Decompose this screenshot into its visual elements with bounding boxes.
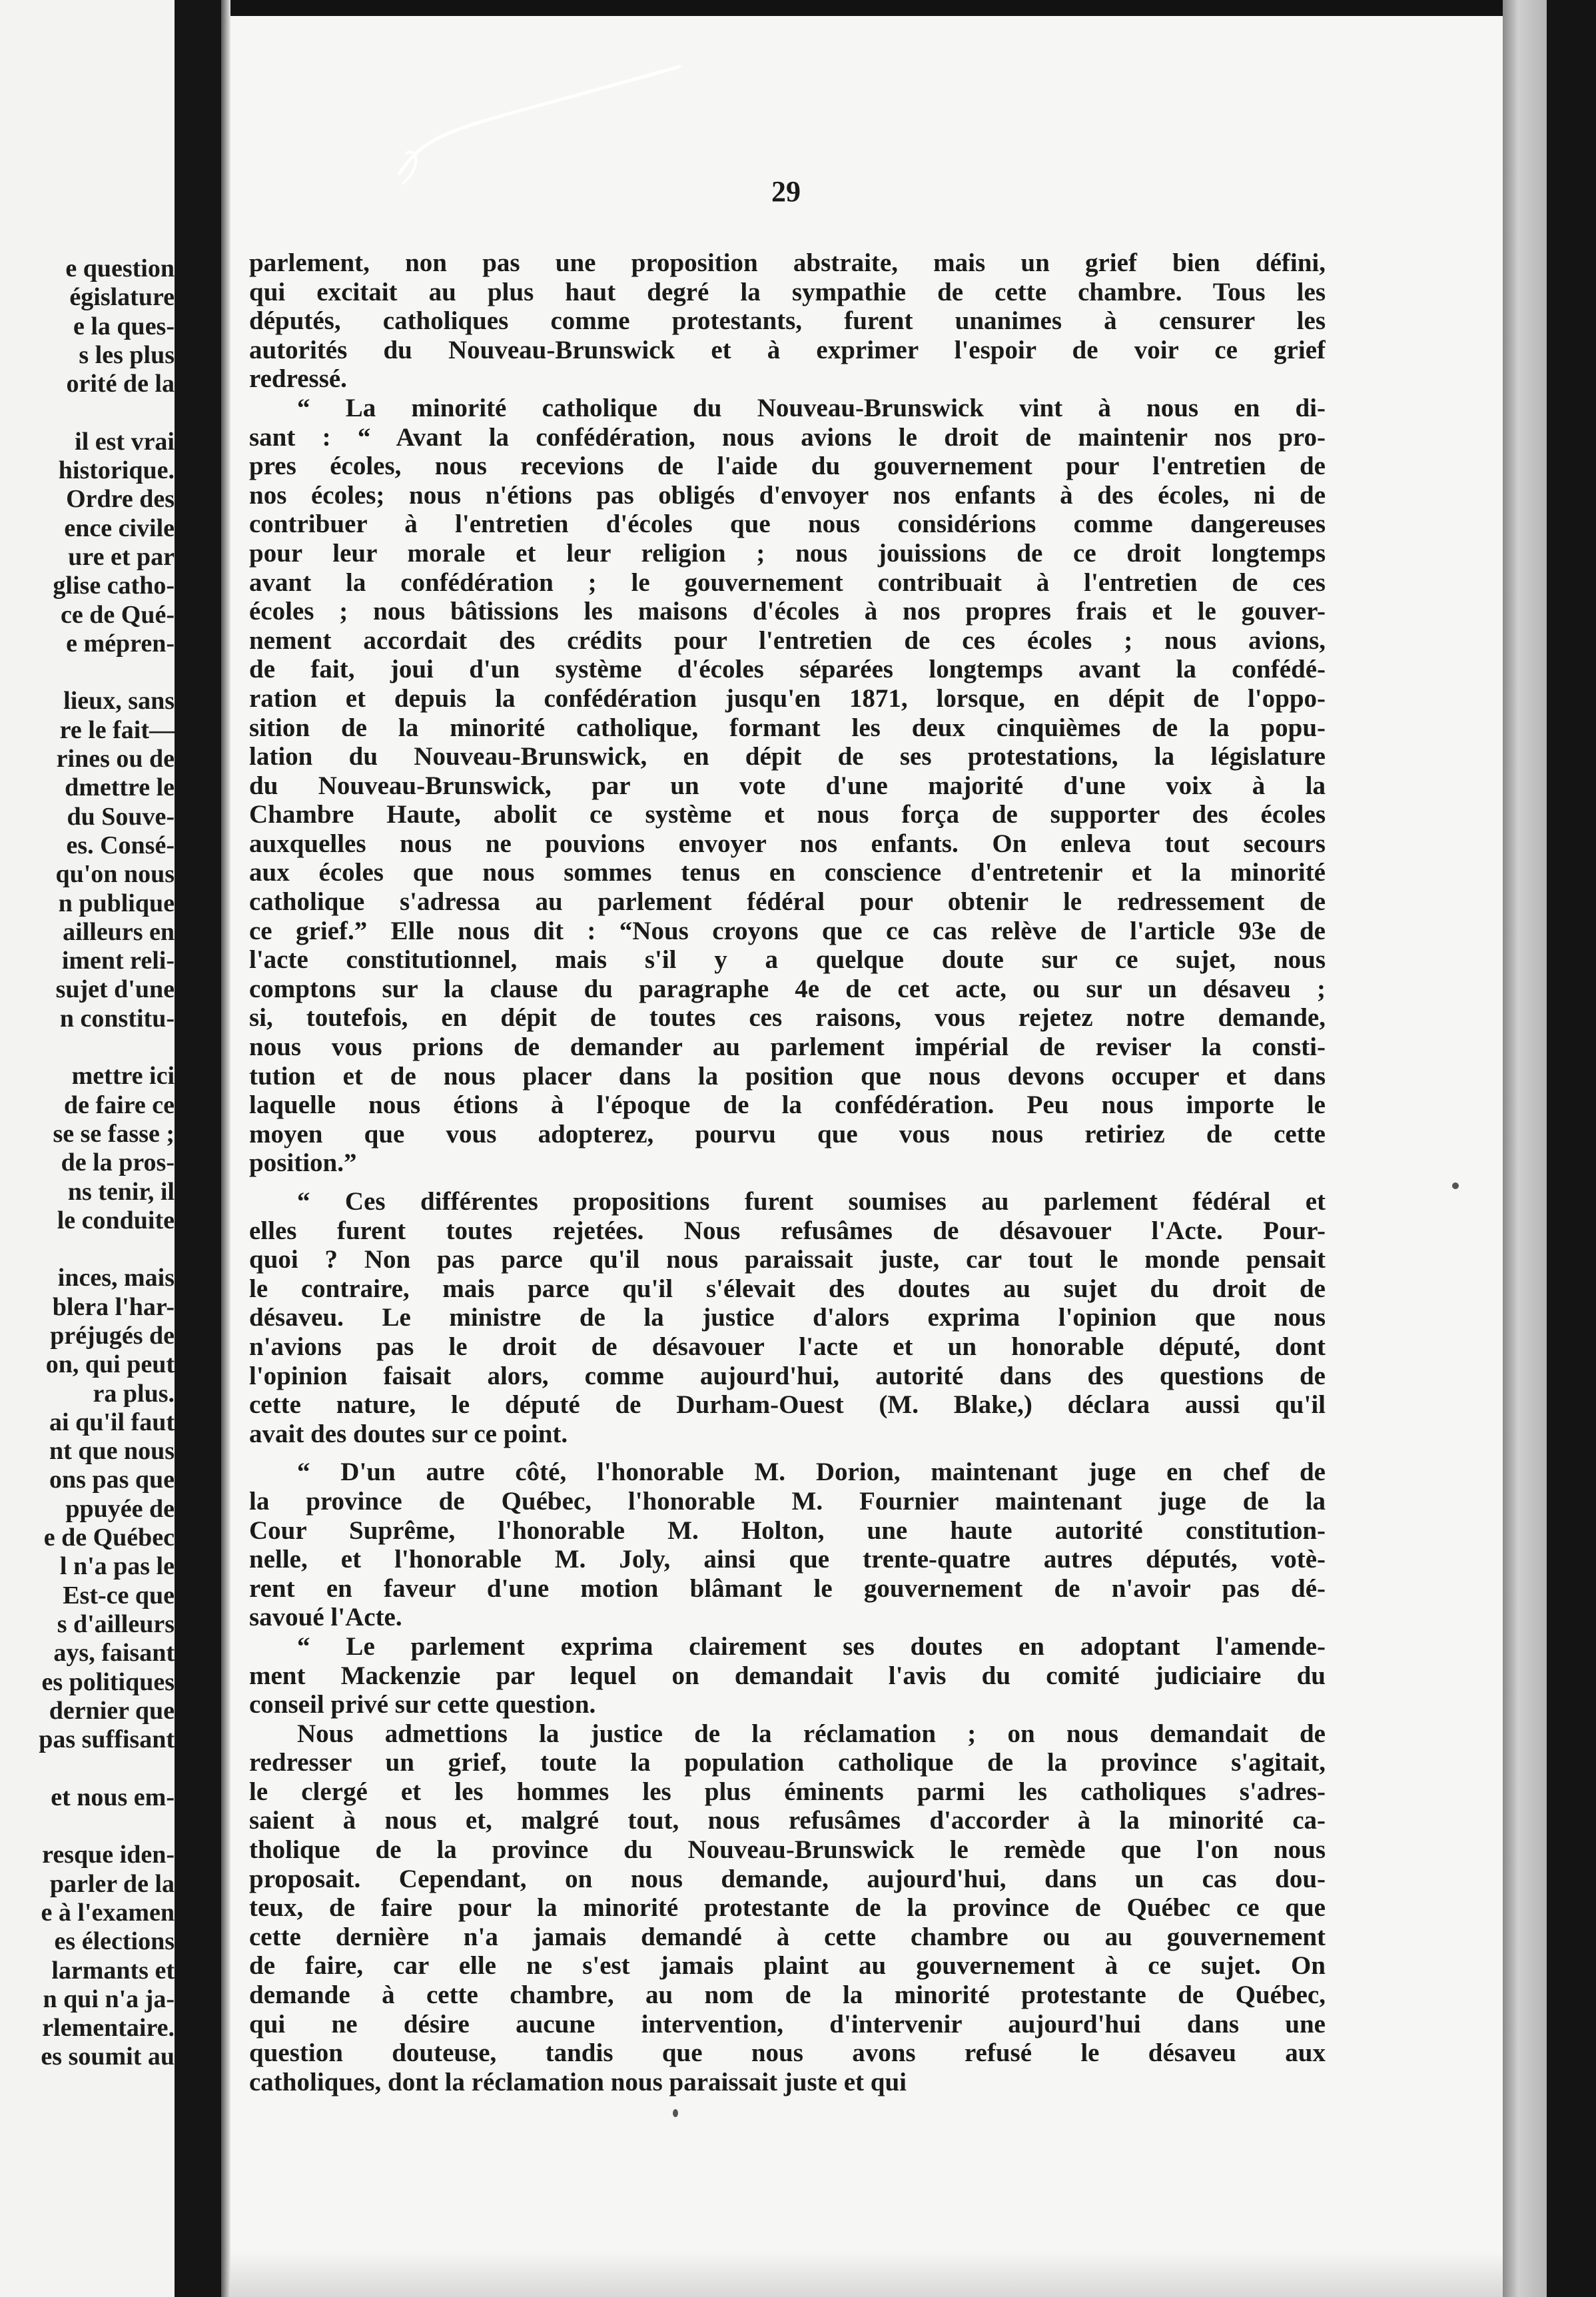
- text-line: l'opinion faisait alors, comme aujourd'hui, autorité dans des questions de: [249, 1361, 1326, 1390]
- left-page-line: du Souve-: [67, 802, 175, 831]
- left-page-line: [0, 398, 175, 427]
- left-page-line: orité de la: [66, 370, 175, 398]
- left-page-line: e à l'examen: [41, 1898, 175, 1927]
- text-line: écoles ; nous bâtissions les maisons d'écoles à nos propres frais et le gouver-: [249, 597, 1326, 626]
- left-page-line: glise catho-: [53, 572, 175, 600]
- text-line: lation du Nouveau-Brunswick, en dépit de ses protestations, la législature: [249, 742, 1326, 771]
- left-page-line: [0, 1754, 175, 1783]
- left-page-line: qu'on nous: [55, 860, 175, 889]
- text-line: tution et de nous placer dans la position que nous devons occuper et dans: [249, 1061, 1326, 1091]
- text-line: si, toutefois, en dépit de toutes ces raisons, vous rejetez notre demande,: [249, 1003, 1326, 1033]
- left-page-line: resque iden-: [42, 1841, 175, 1869]
- left-page-line: es élections: [54, 1927, 175, 1956]
- text-line: laquelle nous étions à l'époque de la confédération. Peu nous importe le: [249, 1091, 1326, 1120]
- spine-edge: [221, 0, 230, 2297]
- left-page-line: mettre ici: [71, 1062, 175, 1091]
- left-page-line: ce de Qué-: [61, 600, 175, 629]
- text-line: ment Mackenzie par lequel on demandait l'avis du comité judiciaire du: [249, 1661, 1326, 1690]
- left-page-line: de faire ce: [64, 1091, 175, 1119]
- text-line: pour leur morale et leur religion ; nous jouissions de ce droit longtemps: [249, 538, 1326, 568]
- text-line: elles furent toutes rejetées. Nous refusâmes de désavouer l'Acte. Pour-: [249, 1216, 1326, 1245]
- text-line: redressé.: [249, 364, 347, 394]
- left-page-line: [0, 658, 175, 687]
- left-page-line: égislature: [69, 283, 175, 312]
- left-page-line: es politiques: [41, 1667, 175, 1696]
- left-page-line: es soumit au: [41, 2043, 175, 2071]
- text-line: sition de la minorité catholique, formant les deux cinquièmes de la popu-: [249, 713, 1326, 742]
- text-line: auxquelles nous ne pouvions envoyer nos enfants. On enleva tout secours: [249, 829, 1326, 858]
- text-line: question douteuse, tandis que nous avons refusé le désaveu aux: [249, 2039, 1326, 2068]
- text-line: position.”: [249, 1148, 357, 1178]
- left-page-line: lieux, sans: [63, 687, 175, 715]
- left-page-line: et nous em-: [51, 1783, 175, 1811]
- text-line: parlement, non pas une proposition abstraite, mais un grief bien défini,: [249, 248, 1326, 277]
- left-page-line: [0, 1033, 175, 1062]
- page-bottom-shadow: [230, 2252, 1503, 2297]
- text-line: moyen que vous adopterez, pourvu que vous nous retiriez de cette: [249, 1119, 1326, 1148]
- left-page-line: Ordre des: [66, 485, 175, 514]
- text-line: “ La minorité catholique du Nouveau-Brunswick vint à nous en di-: [297, 393, 1326, 422]
- left-page-line: dernier que: [49, 1696, 175, 1725]
- text-line: cette nature, le député de Durham-Ouest (M. Blake,) déclara aussi qu'il: [249, 1390, 1326, 1420]
- left-page-line: se se fasse ;: [53, 1119, 175, 1148]
- left-page-line: il est vrai: [75, 427, 175, 456]
- text-line: conseil privé sur cette question.: [249, 1690, 596, 1719]
- text-line: Cour Suprême, l'honorable M. Holton, une haute autorité constitution-: [249, 1516, 1326, 1545]
- speck-mark: [673, 2109, 678, 2117]
- left-page-line: inces, mais: [57, 1264, 175, 1292]
- text-line: ration et depuis la confédération jusqu'en 1871, lorsque, en dépit de l'oppo-: [249, 684, 1326, 713]
- left-page-line: l n'a pas le: [59, 1552, 175, 1581]
- text-line: demande à cette chambre, au nom de la minorité protestante de Québec,: [249, 1981, 1326, 2010]
- left-page-line: n publique: [58, 889, 175, 917]
- left-page-line: pas suffisant: [39, 1725, 175, 1754]
- text-line: la province de Québec, l'honorable M. Fournier maintenant juge de la: [249, 1486, 1326, 1516]
- left-page-line: le conduite: [57, 1206, 175, 1234]
- text-line: pres écoles, nous recevions de l'aide du gouvernement pour l'entretien de: [249, 452, 1326, 481]
- left-page-line: [0, 1812, 175, 1841]
- left-page-text: [0, 254, 175, 2072]
- left-page-line: ppuyée de: [65, 1494, 175, 1523]
- speck-mark: [1452, 1182, 1459, 1189]
- text-line: du Nouveau-Brunswick, par un vote d'une majorité d'une voix à la: [249, 771, 1326, 800]
- text-line: l'acte constitutionnel, mais s'il y a quelque doute sur ce sujet, nous: [249, 945, 1326, 975]
- text-line: comptons sur la clause du paragraphe 4e de cet acte, ou sur un désaveu ;: [249, 974, 1326, 1003]
- left-page-line: n constitu-: [59, 1004, 175, 1033]
- left-page-line: rlementaire.: [42, 2014, 175, 2043]
- text-line: ce grief.” Elle nous dit : “Nous croyons que ce cas relève de l'article 93e de: [249, 916, 1326, 945]
- text-line: catholique s'adressa au parlement fédéral pour obtenir le redressement de: [249, 887, 1326, 917]
- left-page-line: e mépren-: [66, 629, 175, 658]
- text-line: sant : “ Avant la confédération, nous avions le droit de maintenir nos pro-: [249, 422, 1326, 452]
- text-line: Nous admettions la justice de la réclamation ; on nous demandait de: [297, 1719, 1326, 1748]
- text-line: le contraire, mais parce qu'il s'élevait des doutes au sujet du droit de: [249, 1274, 1326, 1303]
- text-line: députés, catholiques comme protestants, furent unanimes à censurer les: [249, 306, 1326, 336]
- left-page-line: ons pas que: [49, 1466, 175, 1494]
- page-edge-right: [1503, 0, 1547, 2297]
- left-page-line: dmettre le: [65, 773, 175, 802]
- scan-scratch-mark: [386, 53, 693, 187]
- body-text: [249, 248, 1326, 2096]
- text-line: aux écoles que nous sommes tenus en conscience d'entretenir et la minorité: [249, 858, 1326, 887]
- left-page-line: s les plus: [79, 340, 175, 369]
- scan-border-right: [1547, 0, 1596, 2297]
- text-line: contribuer à l'entretien d'écoles que nous considérions comme dangereuses: [249, 510, 1326, 539]
- text-line: autorités du Nouveau-Brunswick et à exprimer l'espoir de voir ce grief: [249, 335, 1326, 364]
- text-line: nous vous prions de demander au parlement impérial de reviser la consti-: [249, 1033, 1326, 1062]
- left-page-fragment: [0, 0, 175, 2297]
- text-line: cette dernière n'a jamais demandé à cette chambre ou au gouvernement: [249, 1922, 1326, 1951]
- left-page-line: on, qui peut: [45, 1350, 175, 1379]
- left-page-line: rines ou de: [56, 745, 175, 773]
- text-line: avant la confédération ; le gouvernement contribuait à l'entretien de ces: [249, 568, 1326, 597]
- left-page-line: ence civile: [64, 514, 175, 542]
- text-line: “ Ces différentes propositions furent soumises au parlement fédéral et: [297, 1187, 1326, 1216]
- text-line: nement accordait des crédits pour l'entretien de ces écoles ; nous avions,: [249, 626, 1326, 655]
- text-line: tholique de la province du Nouveau-Brunswick le remède que l'on nous: [249, 1835, 1326, 1865]
- text-line: Chambre Haute, abolit ce système et nous força de supporter des écoles: [249, 800, 1326, 829]
- page-number: 29: [771, 175, 801, 208]
- text-line: saient à nous et, malgré tout, nous refusâmes d'accorder à la minorité ca-: [249, 1806, 1326, 1835]
- text-line: “ Le parlement exprima clairement ses doutes en adoptant l'amende-: [297, 1631, 1326, 1661]
- left-page-line: parler de la: [49, 1869, 175, 1898]
- left-page-line: s d'ailleurs: [57, 1609, 175, 1638]
- text-line: quoi ? Non pas parce qu'il nous paraissait juste, car tout le monde pensait: [249, 1245, 1326, 1274]
- left-page-line: e question: [65, 254, 175, 282]
- text-line: teux, de faire pour la minorité protestante de la province de Québec ce que: [249, 1893, 1326, 1923]
- left-page-line: historique.: [58, 456, 175, 485]
- left-page-line: e de Québec: [43, 1524, 175, 1552]
- text-line: de fait, joui d'un système d'écoles séparées longtemps avant la confédé-: [249, 655, 1326, 684]
- left-page-line: nt que nous: [49, 1437, 175, 1466]
- left-page-line: iment reli-: [61, 947, 175, 975]
- text-line: avait des doutes sur ce point.: [249, 1419, 568, 1448]
- text-line: proposait. Cependant, on nous demande, aujourd'hui, dans un cas dou-: [249, 1864, 1326, 1893]
- text-line: catholiques, dont la réclamation nous paraissait juste et qui: [249, 2067, 907, 2096]
- text-line: qui excitait au plus haut degré la sympathie de cette chambre. Tous les: [249, 277, 1326, 306]
- left-page-line: blera l'har-: [52, 1292, 175, 1321]
- left-page-line: ai qu'il faut: [49, 1408, 175, 1436]
- text-line: le clergé et les hommes les plus éminents parmi les catholiques s'adres-: [249, 1777, 1326, 1806]
- left-page-line: re le fait—: [59, 715, 175, 744]
- left-page-line: sujet d'une: [55, 975, 175, 1004]
- left-page-line: larmants et: [51, 1956, 175, 1985]
- text-line: redresser un grief, toute la population catholique de la province s'agitait,: [249, 1748, 1326, 1777]
- left-page-line: ure et par: [68, 542, 175, 571]
- left-page-line: ns tenir, il: [67, 1177, 175, 1206]
- left-page-line: ailleurs en: [63, 917, 175, 946]
- left-page-line: n qui n'a ja-: [43, 1985, 175, 2013]
- scan-border-top: [230, 0, 1596, 16]
- left-page-line: [0, 1235, 175, 1264]
- left-page-line: ays, faisant: [53, 1639, 175, 1667]
- left-page-line: Est-ce que: [63, 1581, 175, 1609]
- left-page-line: es. Consé-: [66, 831, 175, 859]
- left-page-line: de la pros-: [61, 1148, 175, 1177]
- text-line: savoué l'Acte.: [249, 1603, 402, 1632]
- text-line: nos écoles; nous n'étions pas obligés d'envoyer nos enfants à des écoles, ni de: [249, 480, 1326, 510]
- left-page-line: préjugés de: [50, 1321, 175, 1350]
- text-line: n'avions pas le droit de désavouer l'acte et un honorable député, dont: [249, 1332, 1326, 1361]
- text-line: de faire, car elle ne s'est jamais plaint au gouvernement à ce sujet. On: [249, 1951, 1326, 1981]
- text-line: rent en faveur d'une motion blâmant le gouvernement de n'avoir pas dé-: [249, 1574, 1326, 1603]
- left-page-line: ra plus.: [93, 1379, 175, 1408]
- book-spine: [175, 0, 221, 2297]
- text-line: nelle, et l'honorable M. Joly, ainsi que trente-quatre autres députés, votè-: [249, 1545, 1326, 1574]
- left-page-line: e la ques-: [73, 312, 175, 340]
- text-line: qui ne désire aucune intervention, d'intervenir aujourd'hui dans une: [249, 2009, 1326, 2039]
- text-line: “ D'un autre côté, l'honorable M. Dorion, maintenant juge en chef de: [297, 1458, 1326, 1487]
- text-line: désaveu. Le ministre de la justice d'alors exprima l'opinion que nous: [249, 1303, 1326, 1332]
